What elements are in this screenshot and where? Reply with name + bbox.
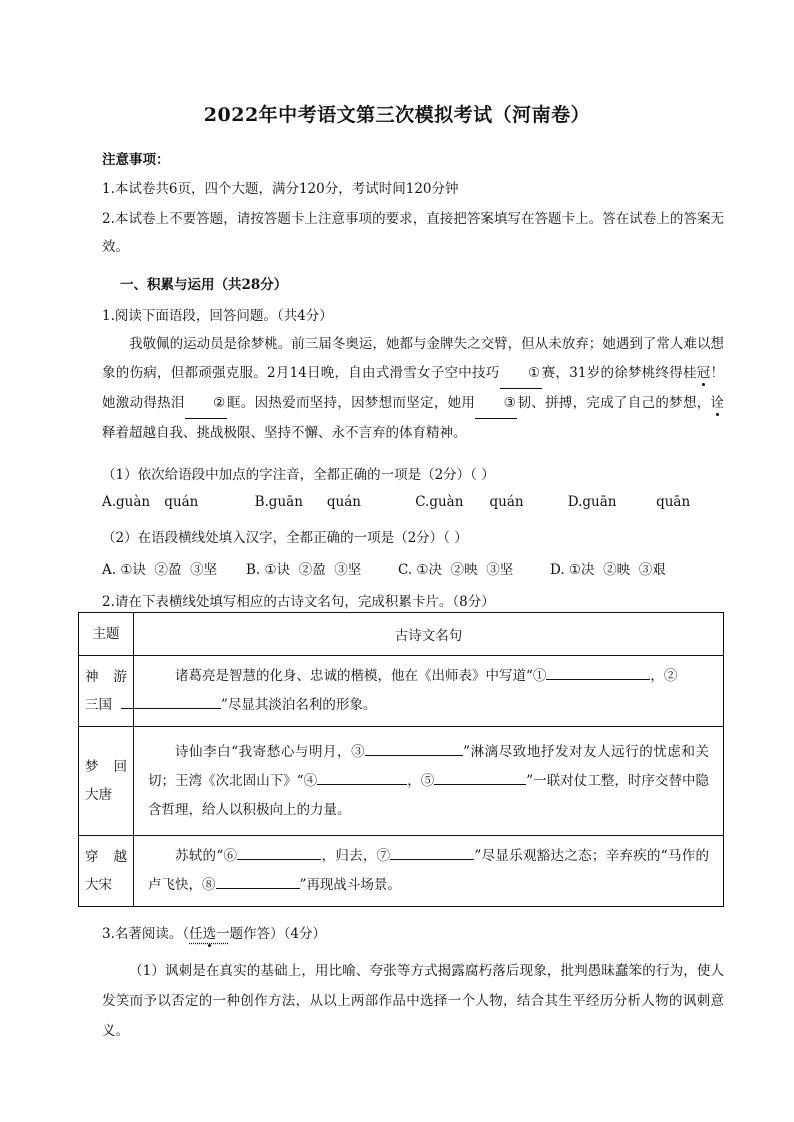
answer-blank-8[interactable] — [216, 888, 300, 889]
quote-cell — [134, 656, 724, 727]
option-b-pinyin: quán — [326, 494, 361, 510]
passage-blank-2: ② — [185, 389, 227, 419]
passage-text: 赛，31岁的徐梦桃终得桂 — [541, 365, 697, 381]
cell-text: 诸葛亮是智慧的化身、忠诚的楷模，他在《出师表》中写道“① — [175, 668, 547, 684]
table-row — [79, 836, 724, 907]
passage-text: 我敬佩的运动员是徐梦桃。前三届冬奥运，她都与金牌失之交臂，但从未放弃；她遇到了常人难以想象的伤病，但都顽强克服。2月14日晚，自由式滑雪女子空中技巧 — [102, 336, 724, 381]
topic-cell — [79, 836, 134, 907]
q1-sub2-prompt: （2）在语段横线处填入汉字，全都正确的一项是（2分）（ ） — [102, 530, 468, 546]
q3-prompt-text: 3.名著阅读。（ — [102, 926, 190, 942]
notice-item-2: 2.本试卷上不要答题，请按答题卡上注意事项的要求，直接把答案填写在答题卡上。答在试卷上的答案无效。 — [102, 211, 724, 255]
q1-passage — [102, 330, 724, 448]
option-c: C.guàn — [415, 494, 464, 510]
q2-prompt: 2.请在下表横线处填写相应的古诗文名句，完成积累卡片。（8分） — [102, 594, 495, 610]
cell-text: 苏轼的“⑥ — [175, 848, 238, 864]
section-1-heading: 一、积累与运用（共28分） — [120, 277, 288, 293]
answer-blank-5[interactable] — [434, 784, 526, 785]
accumulation-card-table — [78, 612, 724, 907]
topic-line-1: 神 游 — [85, 669, 127, 685]
q1-prompt: 1.阅读下面语段，回答问题。（共4分） — [102, 308, 333, 324]
dotted-char-guan: 冠 — [696, 365, 711, 381]
passage-text: 释着超越自我、挑战极限、坚持不懈、永不言弃的体育精神。 — [102, 425, 467, 441]
passage-blank-3: ③ — [475, 389, 517, 419]
cell-text: ，② — [650, 668, 678, 684]
topic-line-1: 穿 越 — [85, 849, 127, 865]
answer-blank-3[interactable] — [365, 755, 463, 756]
notice-heading: 注意事项： — [102, 152, 170, 168]
cell-text: ，归去，⑦ — [321, 848, 391, 864]
option-a: A. ①诀 ②盈 ③坚 — [102, 562, 218, 578]
passage-text: 韧、拼搏，完成了自己的梦想， — [517, 395, 711, 411]
table-header-row — [79, 613, 724, 656]
cell-text: ”一联对仗工整，时序交替中隐含哲理，给人以积极向上的力量。 — [148, 772, 710, 818]
option-a: A.guàn — [102, 494, 151, 510]
q1-sub1-options — [102, 494, 724, 510]
answer-blank-6[interactable] — [237, 859, 321, 860]
answer-blank-4[interactable] — [317, 784, 407, 785]
option-d-pinyin: quān — [656, 494, 691, 510]
cell-text: ”淋漓尽致地抒发对友人远行的忧虑和关切；王湾《次北固山下》“④ — [148, 743, 709, 789]
q1-sub2-options — [102, 558, 724, 578]
q3-dotted-text — [189, 926, 230, 942]
answer-blank-1[interactable] — [546, 679, 650, 680]
page-title: 2022年中考语文第三次模拟考试（河南卷） — [203, 104, 591, 126]
option-d: D.guān — [567, 494, 617, 510]
passage-blank-1: ① — [500, 359, 542, 389]
passage-text: ！她激动得热泪 — [102, 365, 724, 411]
q3-prompt — [102, 922, 724, 942]
topic-line-2: 三国 — [85, 697, 112, 713]
cell-text: 诗仙李白“我寄愁心与明月，③ — [175, 743, 366, 760]
passage-text: 眶。因热爱而坚持，因梦想而坚定，她用 — [226, 395, 476, 411]
topic-cell — [79, 727, 134, 836]
topic-line-2: 大宋 — [85, 877, 112, 893]
answer-blank-2[interactable] — [121, 708, 221, 709]
option-a-pinyin: quán — [164, 494, 199, 510]
option-d: D. ①决 ②映 ③艰 — [550, 562, 666, 578]
topic-cell — [79, 656, 134, 727]
q3-prompt-text: 题作答）（4分） — [229, 926, 326, 942]
option-c-pinyin: quán — [489, 494, 524, 510]
option-b: B.guān — [254, 494, 303, 510]
quote-cell — [134, 836, 724, 907]
header-quotes: 古诗文名句 — [134, 613, 724, 656]
cell-text: ”再现战斗场景。 — [299, 877, 401, 893]
cell-text: ，⑤ — [407, 772, 435, 789]
cell-text: ”尽显乐观豁达之态；辛弃疾的“马作的卢飞快，⑧ — [148, 848, 709, 893]
notice-item-1: 1.本试卷共6页，四个大题，满分120分，考试时间120分钟 — [102, 181, 459, 197]
quote-cell — [134, 727, 724, 836]
header-topic: 主题 — [79, 613, 134, 656]
dotted-char-quan: 诠 — [710, 395, 725, 411]
dotted-text: 任选一 — [189, 926, 230, 942]
option-b: B. ①诀 ②盈 ③坚 — [246, 562, 362, 578]
q1-sub1-prompt: （1）依次给语段中加点的字注音，全都正确的一项是（2分）（ ） — [102, 467, 495, 483]
table-row — [79, 727, 724, 836]
answer-blank-7[interactable] — [390, 859, 474, 860]
cell-text: ”尽显其淡泊名利的形象。 — [221, 697, 377, 713]
topic-line-1: 梦 回 — [85, 759, 127, 775]
table-row — [79, 656, 724, 727]
option-c: C. ①决 ②映 ③坚 — [398, 562, 514, 578]
topic-line-2: 大唐 — [85, 787, 112, 803]
q3-sub1: （1）讽刺是在真实的基础上，用比喻、夸张等方式揭露腐朽落后现象，批判愚昧蠢笨的行为，使人发笑而予以否定的一种创作方法，从以上两部作品中选择一个人物，结合其生平经历分析人物的讽刺意义。 — [102, 963, 724, 1039]
